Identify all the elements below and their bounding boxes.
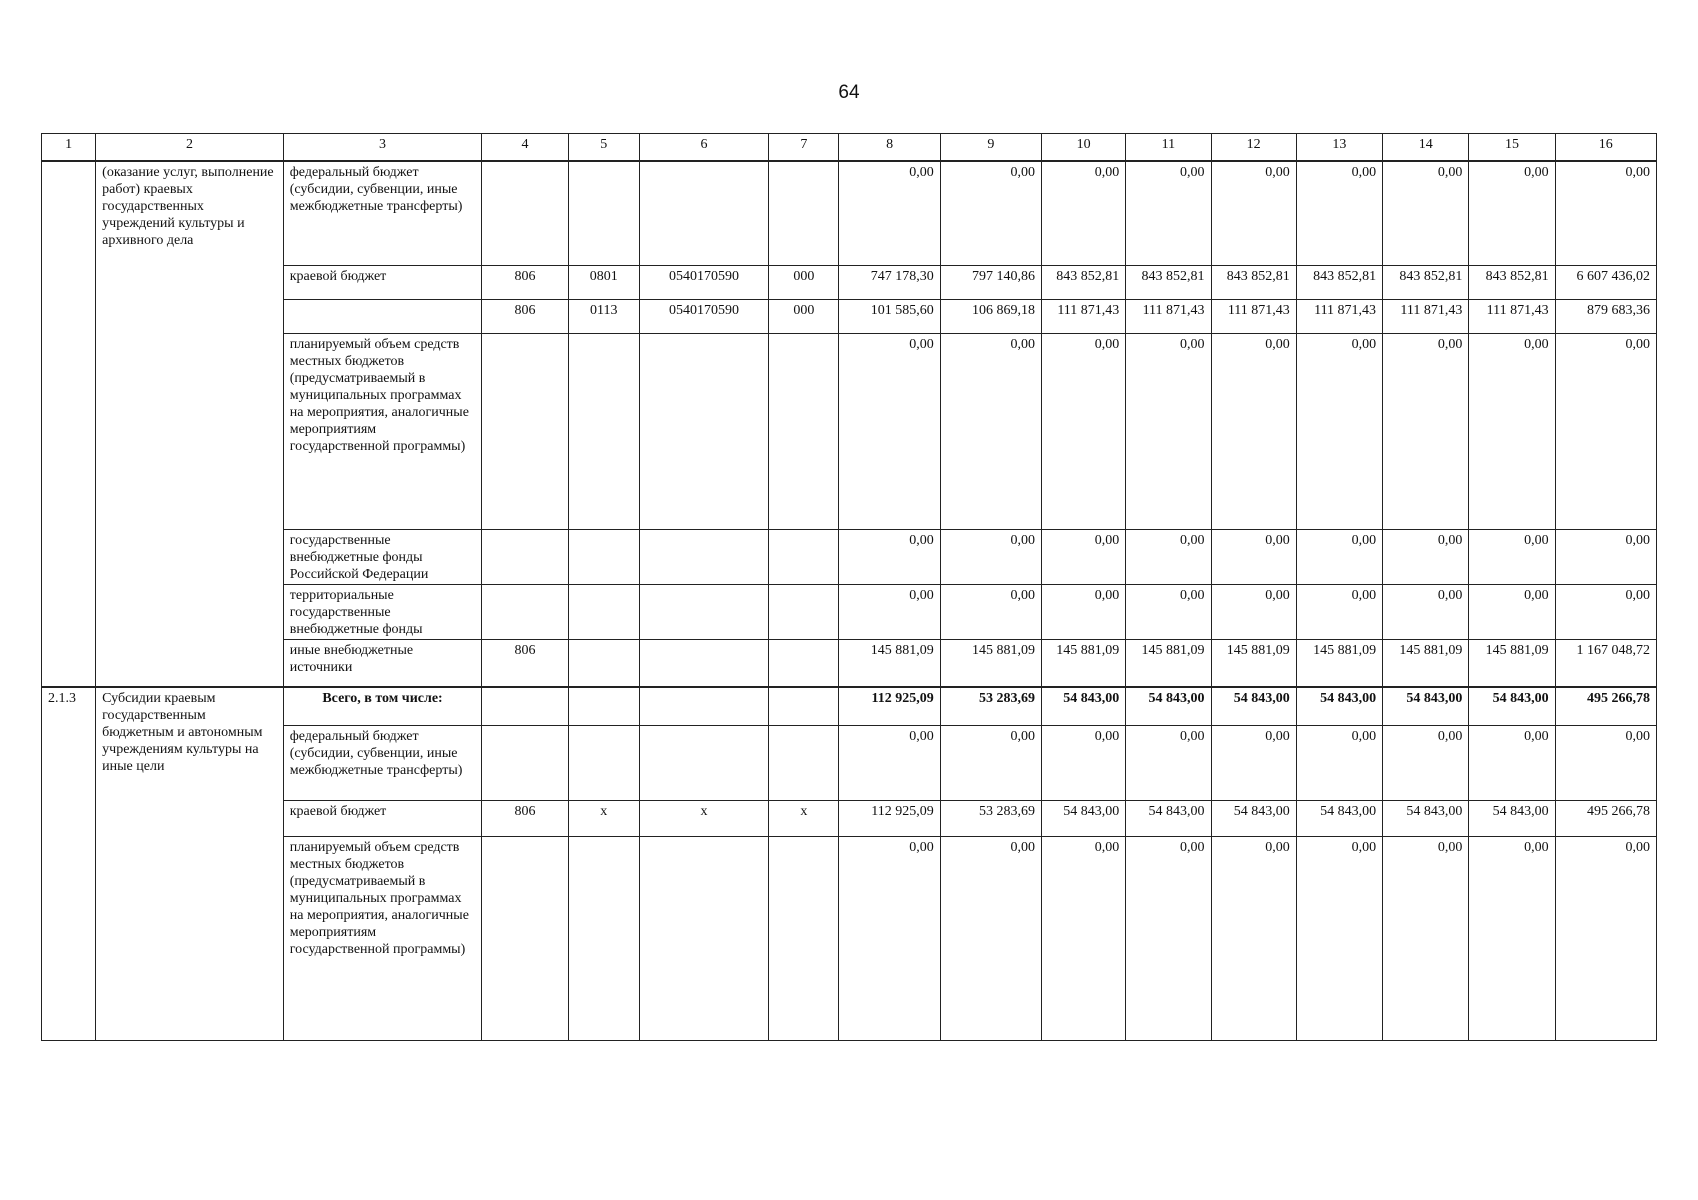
amount-cell: 0,00 [940,725,1041,800]
column-header: 10 [1042,134,1126,162]
amount-cell: 145 881,09 [1126,639,1211,687]
amount-cell: 145 881,09 [1383,639,1469,687]
amount-cell: 495 266,78 [1555,687,1656,725]
table-row [42,639,1657,687]
column-header: 13 [1296,134,1382,162]
funding-source: государственные внебюджетные фонды Российской Федерации [283,529,482,584]
amount-cell: 0,00 [1126,725,1211,800]
amount-cell: 0,00 [1211,836,1296,1040]
amount-cell: 145 881,09 [1469,639,1555,687]
budget-code-c7: 000 [769,299,839,333]
budget-code-c6 [639,687,768,725]
budget-code-c7 [769,725,839,800]
budget-code-c7: х [769,800,839,836]
budget-code-c5: х [568,800,639,836]
column-header: 15 [1469,134,1555,162]
budget-code-c4 [482,836,568,1040]
column-header: 7 [769,134,839,162]
funding-source [283,299,482,333]
amount-cell: 112 925,09 [839,687,940,725]
amount-cell: 111 871,43 [1469,299,1555,333]
amount-cell: 101 585,60 [839,299,940,333]
column-header: 14 [1383,134,1469,162]
funding-source: планируемый объем средств местных бюджетов (предусматриваемый в муниципальных программах на мероприятия, аналогичные мероприятиям государственной программы) [283,836,482,1040]
amount-cell: 54 843,00 [1126,687,1211,725]
amount-cell: 0,00 [839,725,940,800]
amount-cell: 54 843,00 [1126,800,1211,836]
budget-code-c4: 806 [482,265,568,299]
amount-cell: 0,00 [940,529,1041,584]
budget-code-c5 [568,725,639,800]
amount-cell: 0,00 [1555,529,1656,584]
budget-code-c5 [568,836,639,1040]
amount-cell: 0,00 [1555,584,1656,639]
amount-cell: 6 607 436,02 [1555,265,1656,299]
amount-cell: 145 881,09 [839,639,940,687]
column-header: 4 [482,134,568,162]
amount-cell: 0,00 [1126,529,1211,584]
budget-code-c5 [568,333,639,529]
amount-cell: 0,00 [1042,529,1126,584]
amount-cell: 0,00 [1296,333,1382,529]
budget-code-c6 [639,639,768,687]
column-header: 9 [940,134,1041,162]
amount-cell: 111 871,43 [1296,299,1382,333]
amount-cell: 0,00 [839,836,940,1040]
amount-cell: 0,00 [1042,161,1126,265]
budget-code-c4: 806 [482,639,568,687]
budget-table [41,133,1657,1041]
amount-cell: 0,00 [1042,836,1126,1040]
amount-cell: 0,00 [940,584,1041,639]
column-number-row [42,134,1657,162]
amount-cell: 0,00 [1211,529,1296,584]
budget-code-c7 [769,687,839,725]
amount-cell: 0,00 [1126,836,1211,1040]
budget-code-c7 [769,639,839,687]
table-row [42,265,1657,299]
funding-source: Всего, в том числе: [283,687,482,725]
budget-code-c4: 806 [482,800,568,836]
amount-cell: 0,00 [1383,529,1469,584]
amount-cell: 54 843,00 [1211,800,1296,836]
amount-cell: 111 871,43 [1211,299,1296,333]
amount-cell: 54 843,00 [1211,687,1296,725]
amount-cell: 54 843,00 [1469,800,1555,836]
amount-cell: 145 881,09 [940,639,1041,687]
amount-cell: 0,00 [1042,333,1126,529]
budget-code-c6 [639,333,768,529]
budget-code-c6: 0540170590 [639,265,768,299]
amount-cell: 0,00 [1296,529,1382,584]
amount-cell: 0,00 [1383,161,1469,265]
budget-code-c6: 0540170590 [639,299,768,333]
funding-source: федеральный бюджет (субсидии, субвенции, иные межбюджетные трансферты) [283,161,482,265]
amount-cell: 0,00 [1469,333,1555,529]
table-row [42,687,1657,725]
amount-cell: 797 140,86 [940,265,1041,299]
budget-code-c4 [482,161,568,265]
column-header: 8 [839,134,940,162]
funding-source: планируемый объем средств местных бюджетов (предусматриваемый в муниципальных программах на мероприятия, аналогичные мероприятиям государственной программы) [283,333,482,529]
budget-code-c6 [639,725,768,800]
table-row [42,299,1657,333]
item-number: 2.1.3 [42,687,96,1040]
amount-cell: 843 852,81 [1296,265,1382,299]
amount-cell: 0,00 [1469,529,1555,584]
amount-cell: 53 283,69 [940,687,1041,725]
budget-code-c6: х [639,800,768,836]
amount-cell: 0,00 [839,161,940,265]
amount-cell: 54 843,00 [1296,687,1382,725]
amount-cell: 54 843,00 [1296,800,1382,836]
column-header: 1 [42,134,96,162]
amount-cell: 0,00 [839,333,940,529]
amount-cell: 0,00 [1383,584,1469,639]
amount-cell: 843 852,81 [1126,265,1211,299]
amount-cell: 0,00 [1383,333,1469,529]
amount-cell: 0,00 [1211,584,1296,639]
budget-code-c6 [639,836,768,1040]
column-header: 5 [568,134,639,162]
funding-source: федеральный бюджет (субсидии, субвенции, иные межбюджетные трансферты) [283,725,482,800]
budget-code-c5 [568,687,639,725]
table-row [42,584,1657,639]
table-row [42,333,1657,529]
amount-cell: 0,00 [1042,584,1126,639]
amount-cell: 0,00 [1126,161,1211,265]
column-header: 3 [283,134,482,162]
column-header: 12 [1211,134,1296,162]
amount-cell: 0,00 [1555,836,1656,1040]
amount-cell: 843 852,81 [1469,265,1555,299]
table-row [42,529,1657,584]
amount-cell: 0,00 [1126,333,1211,529]
amount-cell: 747 178,30 [839,265,940,299]
amount-cell: 54 843,00 [1042,800,1126,836]
amount-cell: 0,00 [1211,161,1296,265]
amount-cell: 111 871,43 [1126,299,1211,333]
budget-code-c4 [482,725,568,800]
amount-cell: 0,00 [940,161,1041,265]
budget-code-c6 [639,161,768,265]
amount-cell: 0,00 [1383,725,1469,800]
amount-cell: 0,00 [1469,584,1555,639]
budget-code-c5 [568,584,639,639]
item-name: Субсидии краевым государственным бюджетным и автономным учреждениям культуры на иные цели [96,687,284,1040]
amount-cell: 0,00 [1126,584,1211,639]
amount-cell: 0,00 [1211,333,1296,529]
amount-cell: 54 843,00 [1042,687,1126,725]
budget-code-c5 [568,161,639,265]
funding-source: иные внебюджетные источники [283,639,482,687]
amount-cell: 54 843,00 [1469,687,1555,725]
amount-cell: 0,00 [1469,836,1555,1040]
amount-cell: 145 881,09 [1042,639,1126,687]
amount-cell: 0,00 [1296,161,1382,265]
item-name: (оказание услуг, выполнение работ) краевых государственных учреждений культуры и архивного дела [96,161,284,687]
amount-cell: 111 871,43 [1383,299,1469,333]
funding-source: территориальные государственные внебюджетные фонды [283,584,482,639]
budget-code-c4: 806 [482,299,568,333]
budget-code-c4 [482,687,568,725]
budget-code-c6 [639,584,768,639]
amount-cell: 0,00 [1555,725,1656,800]
funding-source: краевой бюджет [283,800,482,836]
amount-cell: 0,00 [1469,161,1555,265]
budget-code-c7: 000 [769,265,839,299]
amount-cell: 843 852,81 [1042,265,1126,299]
amount-cell: 0,00 [940,333,1041,529]
amount-cell: 0,00 [1211,725,1296,800]
amount-cell: 843 852,81 [1211,265,1296,299]
budget-code-c7 [769,836,839,1040]
amount-cell: 111 871,43 [1042,299,1126,333]
budget-code-c7 [769,333,839,529]
page-number: 64 [838,82,860,103]
budget-code-c7 [769,584,839,639]
budget-code-c4 [482,584,568,639]
budget-code-c6 [639,529,768,584]
amount-cell: 0,00 [1296,836,1382,1040]
amount-cell: 54 843,00 [1383,687,1469,725]
budget-code-c5: 0801 [568,265,639,299]
column-header: 11 [1126,134,1211,162]
amount-cell: 495 266,78 [1555,800,1656,836]
amount-cell: 145 881,09 [1211,639,1296,687]
table-row [42,725,1657,800]
amount-cell: 112 925,09 [839,800,940,836]
amount-cell: 54 843,00 [1383,800,1469,836]
column-header: 2 [96,134,284,162]
column-header: 6 [639,134,768,162]
table-row [42,800,1657,836]
amount-cell: 0,00 [1042,725,1126,800]
budget-code-c5 [568,639,639,687]
amount-cell: 106 869,18 [940,299,1041,333]
budget-code-c4 [482,333,568,529]
budget-code-c7 [769,161,839,265]
budget-code-c5 [568,529,639,584]
amount-cell: 1 167 048,72 [1555,639,1656,687]
amount-cell: 0,00 [1555,161,1656,265]
budget-code-c5: 0113 [568,299,639,333]
budget-code-c7 [769,529,839,584]
amount-cell: 0,00 [839,529,940,584]
table-row [42,836,1657,1040]
amount-cell: 879 683,36 [1555,299,1656,333]
table-body [42,161,1657,1040]
amount-cell: 0,00 [1296,584,1382,639]
item-number [42,161,96,687]
amount-cell: 843 852,81 [1383,265,1469,299]
budget-code-c4 [482,529,568,584]
amount-cell: 145 881,09 [1296,639,1382,687]
funding-source: краевой бюджет [283,265,482,299]
table-row [42,161,1657,265]
amount-cell: 0,00 [1469,725,1555,800]
amount-cell: 0,00 [1555,333,1656,529]
amount-cell: 0,00 [839,584,940,639]
amount-cell: 53 283,69 [940,800,1041,836]
amount-cell: 0,00 [940,836,1041,1040]
amount-cell: 0,00 [1383,836,1469,1040]
amount-cell: 0,00 [1296,725,1382,800]
column-header: 16 [1555,134,1656,162]
